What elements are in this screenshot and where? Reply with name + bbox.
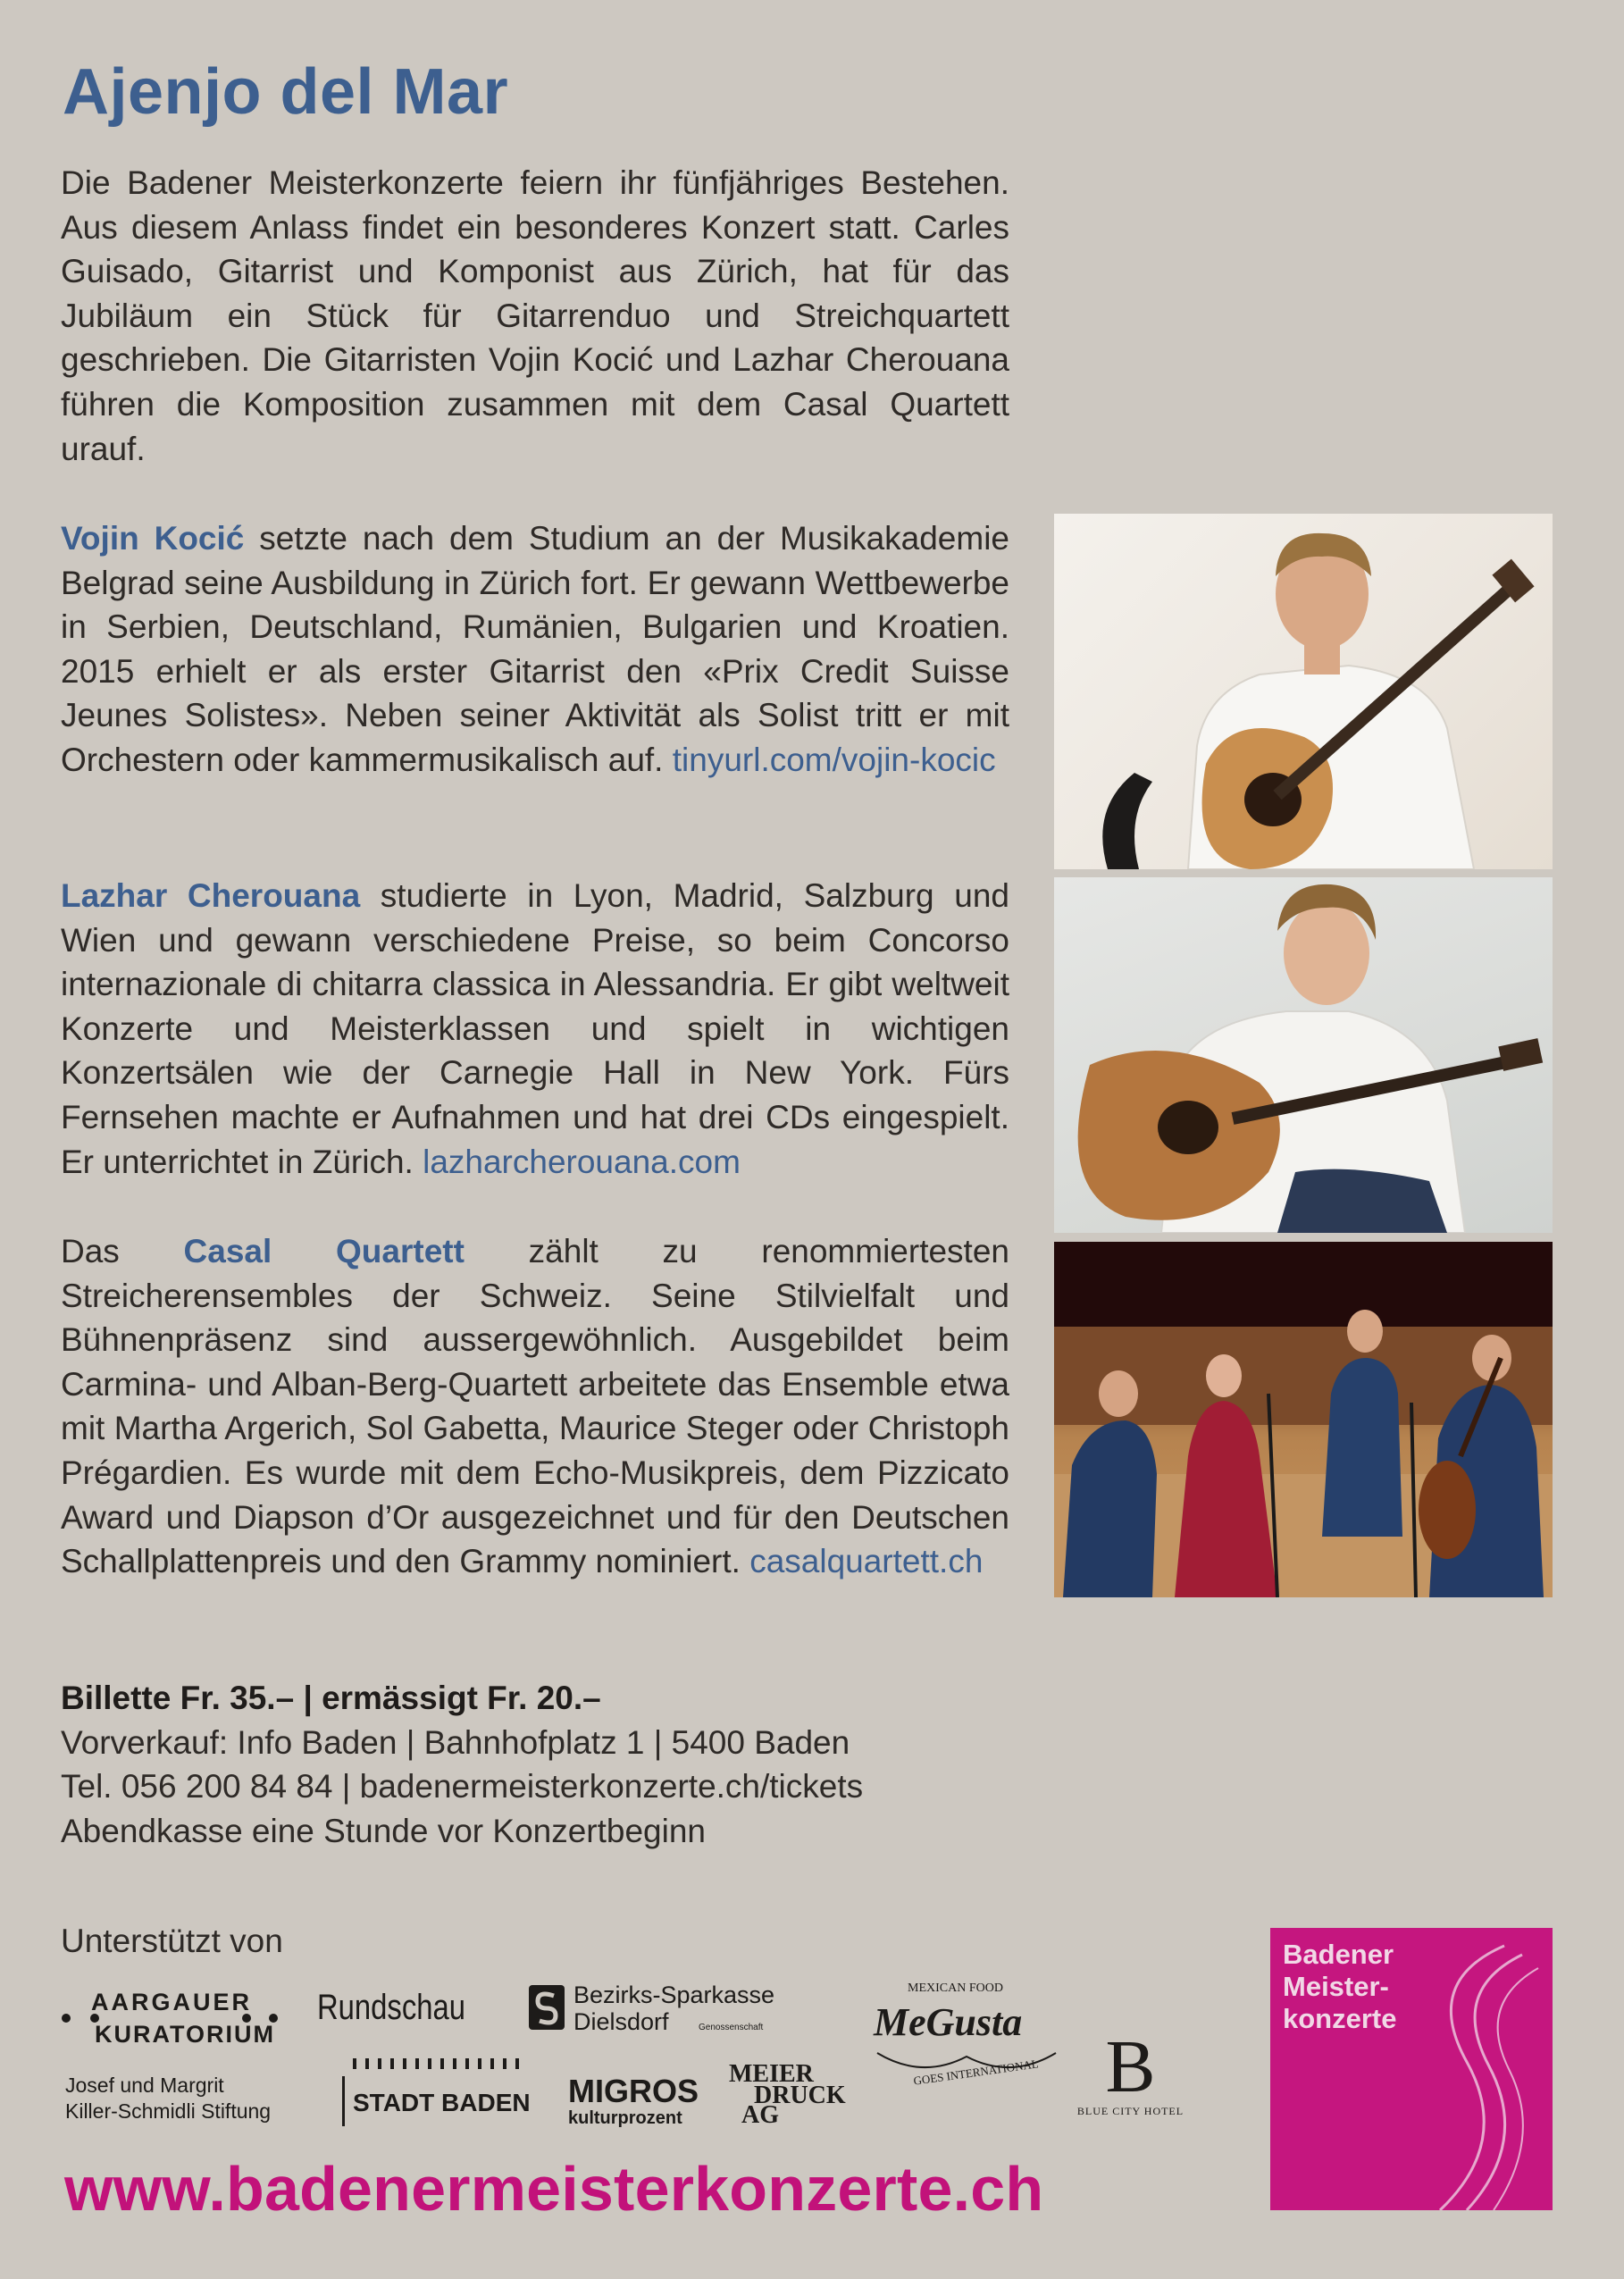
killer-schmidli-logo	[65, 2073, 271, 2124]
supported-by-label: Unterstützt von	[61, 1923, 283, 1959]
bezirks-sparkasse-logo	[529, 1982, 788, 2035]
vojin-paragraph	[61, 516, 1009, 783]
migros-kulturprozent-logo	[568, 2074, 699, 2128]
ticket-boxoffice: Abendkasse eine Stunde vor Konzertbeginn	[61, 1812, 707, 1849]
aargauer-kuratorium-logo	[59, 1985, 282, 2057]
meier-line1: MEIER	[729, 2060, 814, 2088]
casal-name: Casal Quartett	[183, 1233, 465, 1269]
ticket-presale: Vorverkauf: Info Baden | Bahnhofplatz 1 | 5400 Baden	[61, 1723, 850, 1761]
bezirks-line2: Dielsdorf	[573, 2008, 669, 2035]
megusta-logo	[868, 1982, 1065, 2089]
brand-box-text	[1283, 1939, 1396, 2035]
blue-city-letter: B	[1105, 2025, 1156, 2108]
migros-line2: kulturprozent	[568, 2108, 682, 2128]
migros-line1: MIGROS	[568, 2073, 699, 2109]
ticket-prices: Billette Fr. 35.– | ermässigt Fr. 20.–	[61, 1680, 601, 1716]
casal-paragraph	[61, 1229, 1009, 1584]
vojin-name: Vojin Kocić	[61, 520, 245, 557]
ticket-info	[61, 1676, 863, 1853]
killer-line2: Killer-Schmidli Stiftung	[65, 2099, 272, 2123]
casal-bio: zählt zu renommiertesten Streicherensembles der Schweiz. Seine Stilvielfalt und Bühnenpräsenz sind aussergewöhnlich. Ausgebildet beim Carmina- und Alban-Berg-Quartett arbeitete das Ensemble etwa mit Martha Argerich, Sol Gabetta, Maurice Steger oder Christoph Prégardien. Es wurde mit dem Echo-Musikpreis, dem Pizzicato Award und Diapson d’Or ausgezeichnet und für den Deutschen Schallplattenpreis und den Grammy nominiert.	[61, 1233, 1009, 1580]
page-title: Ajenjo del Mar	[63, 56, 509, 128]
brand-line1: Badener	[1283, 1939, 1394, 1970]
vojin-photo	[1054, 514, 1553, 869]
casal-quartett-photo	[1054, 1242, 1553, 1597]
blue-city-text: BLUE CITY HOTEL	[1076, 2105, 1185, 2117]
intro-paragraph: Die Badener Meisterkonzerte feiern ihr fünfjähriges Bestehen. Aus diesem Anlass findet ein besonderes Konzert statt. Carles Guisado, Gitarrist und Komponist aus Zürich, hat für das Jubiläum ein Stück für Gitarrenduo und Streichquartett geschrieben. Die Gitarristen Vojin Kocić und Lazhar Cherouana führen die Komposition zusammen mit dem Casal Quartett urauf.	[61, 164, 1009, 467]
vojin-bio: setzte nach dem Studium an der Musikakademie Belgrad seine Ausbildung in Zürich fort. Er gewann Wettbewerbe in Serbien, Deutschland, Rumänien, Bulgarien und Kroatien. 2015 erhielt er als erster Gitarrist den «Prix Credit Suisse Jeunes Solistes». Neben seiner Aktivität als Solist tritt er mit Orchestern oder kammermusikalisch auf.	[61, 520, 1010, 778]
meier-druck-logo	[729, 2060, 881, 2132]
lazhar-bio: studierte in Lyon, Madrid, Salzburg und Wien und gewann verschiedene Preise, so beim Concorso internazionale di chitarra classica in Alessandria. Er gibt weltweit Konzerte und Meisterklassen und spielt in wichtigen Konzertsälen wie der Carnegie Hall in New York. Fürs Fernsehen machte er Aufnahmen und hat drei CDs eingespielt. Er unterrichtet in Zürich.	[61, 877, 1009, 1180]
brand-line3: konzerte	[1283, 2003, 1397, 2034]
rundschau-logo: Rundschau	[317, 1988, 465, 2027]
ticket-phone: Tel. 056 200 84 84 | badenermeisterkonzerte.ch/tickets	[61, 1768, 864, 1806]
lazhar-photo	[1054, 877, 1553, 1233]
stadt-baden-text: STADT BADEN	[353, 2089, 531, 2116]
website-url[interactable]: www.badenermeisterkonzerte.ch	[64, 2154, 1044, 2224]
badener-meisterkonzerte-logo	[1270, 1928, 1553, 2210]
bezirks-small: Genossenschaft	[699, 2023, 764, 2032]
megusta-top: MEXICAN FOOD	[908, 1982, 1003, 1995]
lazhar-name: Lazhar Cherouana	[61, 877, 361, 914]
lazhar-paragraph	[61, 874, 1009, 1184]
meier-line3: AG	[741, 2101, 779, 2129]
aargauer-line1: AARGAUER	[91, 1989, 253, 2015]
blue-city-hotel-logo	[1070, 2025, 1191, 2128]
stadt-baden-logo	[342, 2055, 548, 2126]
meier-line2: DRUCK	[754, 2082, 846, 2109]
brand-line2: Meister-	[1283, 1971, 1389, 2002]
sparkasse-s-icon	[529, 1985, 565, 2032]
aargauer-line2: KURATORIUM	[95, 2021, 275, 2048]
killer-line1: Josef und Margrit	[65, 2074, 224, 2097]
casal-prefix: Das	[61, 1233, 184, 1269]
casal-link[interactable]: casalquartett.ch	[749, 1543, 984, 1580]
bezirks-line1: Bezirks-Sparkasse	[573, 1982, 775, 2008]
lazhar-link[interactable]: lazharcherouana.com	[423, 1143, 741, 1180]
megusta-bottom: GOES INTERNATIONAL	[912, 2057, 1040, 2088]
vojin-link[interactable]: tinyurl.com/vojin-kocic	[672, 741, 996, 778]
megusta-name: MeGusta	[874, 2000, 1023, 2044]
